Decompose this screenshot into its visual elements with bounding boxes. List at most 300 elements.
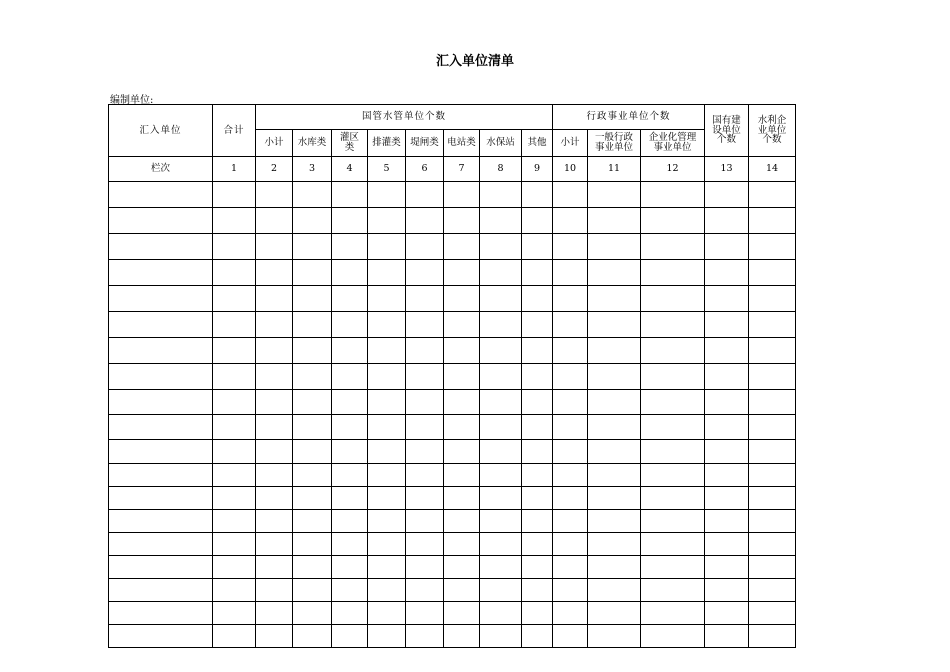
table-cell[interactable] — [332, 208, 368, 234]
table-cell[interactable] — [368, 464, 406, 487]
table-cell[interactable] — [553, 338, 588, 364]
table-cell[interactable] — [480, 312, 522, 338]
table-cell[interactable] — [522, 286, 553, 312]
table-cell[interactable] — [368, 208, 406, 234]
table-cell[interactable] — [749, 364, 796, 390]
table-cell[interactable] — [406, 312, 444, 338]
table-cell[interactable] — [480, 286, 522, 312]
table-cell[interactable] — [553, 260, 588, 286]
table-cell[interactable] — [444, 234, 480, 260]
table-cell[interactable] — [444, 556, 480, 579]
table-row — [109, 579, 796, 602]
table-cell[interactable] — [641, 440, 705, 464]
table-cell[interactable] — [553, 364, 588, 390]
table-cell[interactable] — [256, 464, 293, 487]
table-cell[interactable] — [705, 338, 749, 364]
table-cell[interactable] — [705, 208, 749, 234]
table-cell[interactable] — [641, 602, 705, 625]
table-cell[interactable] — [109, 487, 213, 510]
table-cell[interactable] — [749, 234, 796, 260]
table-cell[interactable] — [213, 464, 256, 487]
table-cell[interactable] — [256, 312, 293, 338]
table-cell[interactable] — [368, 234, 406, 260]
table-cell[interactable] — [705, 602, 749, 625]
table-cell[interactable] — [480, 415, 522, 440]
table-cell[interactable] — [522, 602, 553, 625]
table-cell[interactable] — [588, 510, 641, 533]
table-cell[interactable] — [641, 625, 705, 648]
table-cell[interactable] — [368, 533, 406, 556]
table-cell[interactable] — [406, 364, 444, 390]
table-cell[interactable] — [749, 533, 796, 556]
table-cell[interactable] — [213, 510, 256, 533]
table-cell[interactable] — [332, 602, 368, 625]
table-cell[interactable] — [332, 556, 368, 579]
table-cell[interactable] — [588, 390, 641, 415]
table-cell[interactable] — [588, 260, 641, 286]
table-cell[interactable] — [553, 533, 588, 556]
table-cell[interactable] — [332, 338, 368, 364]
table-cell[interactable] — [480, 338, 522, 364]
table-cell[interactable] — [406, 533, 444, 556]
table-cell[interactable] — [522, 415, 553, 440]
table-cell[interactable] — [705, 533, 749, 556]
table-cell[interactable] — [109, 390, 213, 415]
table-cell[interactable] — [406, 260, 444, 286]
table-cell[interactable] — [522, 390, 553, 415]
header-reservoir: 水库类 — [293, 130, 332, 157]
table-cell[interactable] — [705, 487, 749, 510]
table-cell[interactable] — [749, 390, 796, 415]
table-cell[interactable] — [444, 338, 480, 364]
table-cell[interactable] — [213, 579, 256, 602]
table-cell[interactable] — [480, 182, 522, 208]
table-cell[interactable] — [293, 286, 332, 312]
table-cell[interactable] — [444, 464, 480, 487]
table-cell[interactable] — [332, 464, 368, 487]
table-cell[interactable] — [553, 464, 588, 487]
table-cell[interactable] — [368, 415, 406, 440]
table-cell[interactable] — [480, 234, 522, 260]
table-cell[interactable] — [588, 234, 641, 260]
table-cell[interactable] — [553, 182, 588, 208]
table-cell[interactable] — [406, 234, 444, 260]
table-cell[interactable] — [332, 510, 368, 533]
table-cell[interactable] — [480, 208, 522, 234]
table-cell[interactable] — [749, 286, 796, 312]
table-cell[interactable] — [553, 415, 588, 440]
table-cell[interactable] — [213, 390, 256, 415]
table-cell[interactable] — [641, 312, 705, 338]
table-cell[interactable] — [641, 487, 705, 510]
table-cell[interactable] — [641, 208, 705, 234]
table-cell[interactable] — [406, 182, 444, 208]
index-number: 13 — [705, 157, 749, 182]
table-cell[interactable] — [444, 286, 480, 312]
table-cell[interactable] — [406, 208, 444, 234]
table-cell[interactable] — [705, 415, 749, 440]
table-cell[interactable] — [588, 415, 641, 440]
table-cell[interactable] — [213, 625, 256, 648]
table-cell[interactable] — [588, 464, 641, 487]
table-cell[interactable] — [256, 533, 293, 556]
table-cell[interactable] — [444, 579, 480, 602]
table-cell[interactable] — [641, 338, 705, 364]
table-cell[interactable] — [213, 415, 256, 440]
table-cell[interactable] — [749, 440, 796, 464]
table-cell[interactable] — [368, 579, 406, 602]
table-cell[interactable] — [705, 182, 749, 208]
table-cell[interactable] — [444, 390, 480, 415]
table-cell[interactable] — [480, 556, 522, 579]
table-cell[interactable] — [588, 182, 641, 208]
table-cell[interactable] — [588, 338, 641, 364]
table-cell[interactable] — [588, 579, 641, 602]
table-cell[interactable] — [109, 208, 213, 234]
table-cell[interactable] — [256, 625, 293, 648]
table-cell[interactable] — [553, 208, 588, 234]
table-cell[interactable] — [406, 286, 444, 312]
page-title: 汇入单位清单 — [435, 54, 514, 69]
table-row — [109, 602, 796, 625]
table-cell[interactable] — [480, 510, 522, 533]
table-cell[interactable] — [480, 487, 522, 510]
table-cell[interactable] — [109, 234, 213, 260]
table-cell[interactable] — [213, 440, 256, 464]
table-cell[interactable] — [641, 579, 705, 602]
table-cell[interactable] — [522, 487, 553, 510]
table-cell[interactable] — [444, 440, 480, 464]
table-cell[interactable] — [109, 415, 213, 440]
table-cell[interactable] — [749, 510, 796, 533]
table-cell[interactable] — [406, 487, 444, 510]
table-cell[interactable] — [109, 579, 213, 602]
table-cell[interactable] — [109, 440, 213, 464]
table-cell[interactable] — [705, 390, 749, 415]
table-cell[interactable] — [332, 182, 368, 208]
table-cell[interactable] — [332, 286, 368, 312]
header-irrigation: 灌区类 — [332, 130, 368, 157]
table-cell[interactable] — [522, 579, 553, 602]
table-cell[interactable] — [444, 182, 480, 208]
table-cell[interactable] — [109, 464, 213, 487]
table-cell[interactable] — [444, 208, 480, 234]
table-cell[interactable] — [332, 579, 368, 602]
table-cell[interactable] — [213, 286, 256, 312]
header-enterprise-mgmt: 企业化管理事业单位 — [641, 130, 705, 157]
table-cell[interactable] — [444, 487, 480, 510]
table-cell[interactable] — [256, 182, 293, 208]
table-cell[interactable] — [368, 260, 406, 286]
table-cell[interactable] — [293, 182, 332, 208]
table-cell[interactable] — [749, 338, 796, 364]
table-cell[interactable] — [368, 338, 406, 364]
table-cell[interactable] — [553, 510, 588, 533]
table-cell[interactable] — [522, 464, 553, 487]
table-cell[interactable] — [553, 556, 588, 579]
table-cell[interactable] — [293, 208, 332, 234]
table-cell[interactable] — [256, 579, 293, 602]
table-cell[interactable] — [213, 208, 256, 234]
table-cell[interactable] — [553, 625, 588, 648]
table-cell[interactable] — [522, 533, 553, 556]
table-cell[interactable] — [406, 464, 444, 487]
table-cell[interactable] — [705, 364, 749, 390]
table-cell[interactable] — [213, 234, 256, 260]
table-cell[interactable] — [522, 364, 553, 390]
table-cell[interactable] — [256, 602, 293, 625]
table-cell[interactable] — [553, 440, 588, 464]
table-cell[interactable] — [749, 556, 796, 579]
table-cell[interactable] — [213, 533, 256, 556]
table-cell[interactable] — [444, 415, 480, 440]
table-cell[interactable] — [256, 556, 293, 579]
table-cell[interactable] — [213, 602, 256, 625]
table-cell[interactable] — [480, 260, 522, 286]
table-cell[interactable] — [256, 510, 293, 533]
table-cell[interactable] — [588, 364, 641, 390]
table-cell[interactable] — [293, 390, 332, 415]
table-cell[interactable] — [705, 440, 749, 464]
table-cell[interactable] — [705, 234, 749, 260]
table-cell[interactable] — [406, 510, 444, 533]
table-cell[interactable] — [293, 312, 332, 338]
table-cell[interactable] — [749, 182, 796, 208]
table-cell[interactable] — [332, 440, 368, 464]
table-row — [109, 625, 796, 648]
index-row — [109, 157, 796, 182]
table-cell[interactable] — [705, 556, 749, 579]
table-cell[interactable] — [444, 312, 480, 338]
table-cell[interactable] — [406, 602, 444, 625]
table-cell[interactable] — [213, 260, 256, 286]
table-cell[interactable] — [588, 440, 641, 464]
table-cell[interactable] — [588, 487, 641, 510]
table-cell[interactable] — [522, 338, 553, 364]
table-cell[interactable] — [641, 415, 705, 440]
table-cell[interactable] — [444, 533, 480, 556]
table-cell[interactable] — [368, 625, 406, 648]
table-cell[interactable] — [293, 487, 332, 510]
table-cell[interactable] — [368, 440, 406, 464]
table-cell[interactable] — [749, 260, 796, 286]
table-cell[interactable] — [749, 208, 796, 234]
table-cell[interactable] — [641, 533, 705, 556]
table-cell[interactable] — [332, 234, 368, 260]
table-cell[interactable] — [749, 415, 796, 440]
table-cell[interactable] — [293, 440, 332, 464]
table-cell[interactable] — [293, 579, 332, 602]
index-number: 9 — [522, 157, 553, 182]
table-cell[interactable] — [213, 312, 256, 338]
table-cell[interactable] — [293, 510, 332, 533]
table-cell[interactable] — [480, 579, 522, 602]
table-cell[interactable] — [406, 390, 444, 415]
index-number: 7 — [444, 157, 480, 182]
table-cell[interactable] — [553, 312, 588, 338]
table-cell[interactable] — [368, 182, 406, 208]
table-cell[interactable] — [522, 625, 553, 648]
table-cell[interactable] — [293, 234, 332, 260]
table-cell[interactable] — [480, 533, 522, 556]
table-cell[interactable] — [368, 602, 406, 625]
table-cell[interactable] — [109, 602, 213, 625]
table-cell[interactable] — [109, 312, 213, 338]
table-cell[interactable] — [332, 415, 368, 440]
table-cell[interactable] — [749, 487, 796, 510]
table-cell[interactable] — [705, 260, 749, 286]
table-cell[interactable] — [641, 556, 705, 579]
table-cell[interactable] — [213, 487, 256, 510]
table-cell[interactable] — [641, 464, 705, 487]
table-cell[interactable] — [522, 510, 553, 533]
table-cell[interactable] — [705, 510, 749, 533]
table-cell[interactable] — [256, 415, 293, 440]
table-cell[interactable] — [749, 312, 796, 338]
table-cell[interactable] — [368, 556, 406, 579]
table-cell[interactable] — [293, 625, 332, 648]
table-cell[interactable] — [641, 510, 705, 533]
table-cell[interactable] — [749, 602, 796, 625]
table-cell[interactable] — [588, 533, 641, 556]
table-cell[interactable] — [332, 625, 368, 648]
table-cell[interactable] — [553, 234, 588, 260]
table-cell[interactable] — [553, 390, 588, 415]
table-cell[interactable] — [641, 234, 705, 260]
table-cell[interactable] — [444, 625, 480, 648]
table-row — [109, 390, 796, 415]
header-row-1 — [109, 105, 796, 130]
table-cell[interactable] — [588, 312, 641, 338]
table-cell[interactable] — [522, 182, 553, 208]
index-number: 2 — [256, 157, 293, 182]
table-cell[interactable] — [641, 182, 705, 208]
table-cell[interactable] — [522, 260, 553, 286]
table-cell[interactable] — [109, 182, 213, 208]
table-cell[interactable] — [109, 556, 213, 579]
table-cell[interactable] — [641, 286, 705, 312]
table-cell[interactable] — [553, 579, 588, 602]
table-cell[interactable] — [705, 312, 749, 338]
table-cell[interactable] — [293, 338, 332, 364]
table-cell[interactable] — [109, 260, 213, 286]
table-cell[interactable] — [293, 464, 332, 487]
table-cell[interactable] — [213, 556, 256, 579]
table-cell[interactable] — [553, 602, 588, 625]
table-cell[interactable] — [749, 625, 796, 648]
table-cell[interactable] — [480, 464, 522, 487]
table-cell[interactable] — [332, 390, 368, 415]
table-cell[interactable] — [332, 364, 368, 390]
table-cell[interactable] — [641, 364, 705, 390]
table-cell[interactable] — [256, 234, 293, 260]
table-cell[interactable] — [480, 602, 522, 625]
table-cell[interactable] — [368, 364, 406, 390]
table-cell[interactable] — [256, 208, 293, 234]
table-cell[interactable] — [256, 364, 293, 390]
table-cell[interactable] — [480, 390, 522, 415]
table-cell[interactable] — [749, 579, 796, 602]
table-cell[interactable] — [213, 364, 256, 390]
table-cell[interactable] — [368, 510, 406, 533]
table-cell[interactable] — [705, 625, 749, 648]
table-cell[interactable] — [293, 602, 332, 625]
table-cell[interactable] — [256, 286, 293, 312]
table-cell[interactable] — [641, 390, 705, 415]
table-cell[interactable] — [588, 208, 641, 234]
table-cell[interactable] — [480, 364, 522, 390]
table-cell[interactable] — [293, 533, 332, 556]
table-cell[interactable] — [332, 312, 368, 338]
table-cell[interactable] — [109, 625, 213, 648]
table-cell[interactable] — [641, 260, 705, 286]
table-cell[interactable] — [213, 182, 256, 208]
table-cell[interactable] — [109, 338, 213, 364]
table-cell[interactable] — [749, 464, 796, 487]
table-cell[interactable] — [444, 510, 480, 533]
table-cell[interactable] — [406, 579, 444, 602]
table-cell[interactable] — [522, 312, 553, 338]
table-cell[interactable] — [256, 440, 293, 464]
table-cell[interactable] — [705, 579, 749, 602]
table-cell[interactable] — [406, 440, 444, 464]
table-cell[interactable] — [406, 556, 444, 579]
table-cell[interactable] — [109, 364, 213, 390]
table-cell[interactable] — [588, 286, 641, 312]
table-cell[interactable] — [293, 415, 332, 440]
table-cell[interactable] — [332, 487, 368, 510]
table-cell[interactable] — [256, 390, 293, 415]
table-cell[interactable] — [256, 260, 293, 286]
table-cell[interactable] — [444, 602, 480, 625]
table-cell[interactable] — [293, 556, 332, 579]
table-cell[interactable] — [109, 286, 213, 312]
table-cell[interactable] — [588, 602, 641, 625]
table-cell[interactable] — [406, 338, 444, 364]
table-cell[interactable] — [522, 208, 553, 234]
table-cell[interactable] — [406, 415, 444, 440]
table-cell[interactable] — [368, 487, 406, 510]
table-cell[interactable] — [213, 338, 256, 364]
table-cell[interactable] — [293, 260, 332, 286]
table-cell[interactable] — [522, 556, 553, 579]
table-cell[interactable] — [332, 533, 368, 556]
table-cell[interactable] — [705, 286, 749, 312]
table-cell[interactable] — [109, 510, 213, 533]
table-cell[interactable] — [553, 487, 588, 510]
table-cell[interactable] — [368, 312, 406, 338]
table-cell[interactable] — [480, 625, 522, 648]
table-cell[interactable] — [588, 556, 641, 579]
table-cell[interactable] — [332, 260, 368, 286]
table-cell[interactable] — [368, 286, 406, 312]
table-cell[interactable] — [522, 440, 553, 464]
table-cell[interactable] — [588, 625, 641, 648]
table-cell[interactable] — [480, 440, 522, 464]
table-cell[interactable] — [109, 533, 213, 556]
table-cell[interactable] — [293, 364, 332, 390]
table-cell[interactable] — [368, 390, 406, 415]
index-label: 栏次 — [109, 157, 213, 182]
table-cell[interactable] — [256, 338, 293, 364]
table-cell[interactable] — [705, 464, 749, 487]
table-cell[interactable] — [444, 260, 480, 286]
table-cell[interactable] — [444, 364, 480, 390]
table-cell[interactable] — [406, 625, 444, 648]
table-cell[interactable] — [522, 234, 553, 260]
table-cell[interactable] — [256, 487, 293, 510]
table-cell[interactable] — [553, 286, 588, 312]
